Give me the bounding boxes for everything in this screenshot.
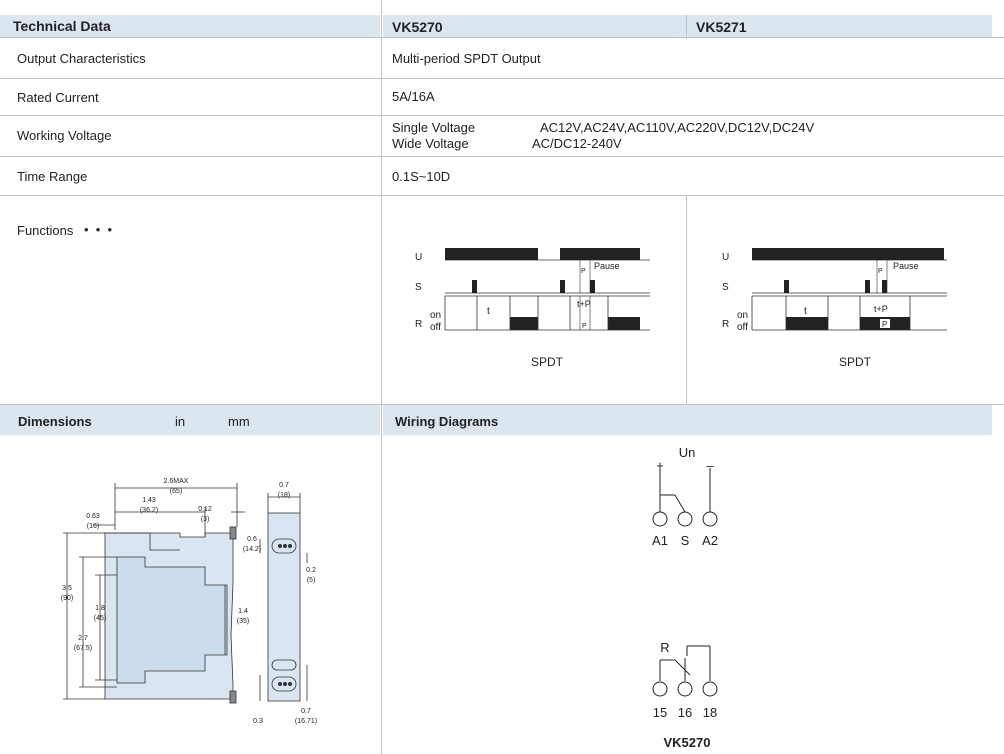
header-model-divider [686, 15, 687, 37]
timing-u-label: U [722, 252, 730, 263]
row-separator [0, 37, 1004, 38]
timing-off-label: off [737, 322, 748, 333]
model-header-bar [383, 15, 992, 37]
wiring-diagram [635, 440, 745, 750]
dim-height-body: 2.7 [78, 635, 88, 642]
dim-lip: 0.12 [198, 506, 212, 513]
dim-depth-top-mm: (14.2) [242, 546, 262, 553]
dim-side-bottom-mm: (16.71) [294, 718, 318, 725]
output-characteristics-label: Output Characteristics [17, 51, 146, 66]
terminal-a2: A2 [702, 533, 718, 548]
row-separator [0, 156, 1004, 157]
main-column-divider [381, 0, 382, 754]
dim-side-width: 0.7 [279, 482, 289, 489]
relay-r: R [660, 640, 670, 655]
model-vk5270-header: VK5270 [392, 19, 443, 35]
dim-height-total: 3.5 [62, 585, 72, 592]
dimensions-drawing [55, 475, 345, 735]
dim-rail-mm: (35) [236, 618, 250, 625]
working-voltage-label: Working Voltage [17, 128, 112, 143]
dim-side-low: 0.3 [253, 718, 263, 725]
time-range-value: 0.1S~10D [392, 169, 451, 184]
rated-current-label: Rated Current [17, 90, 99, 105]
dim-lip-mm: (3) [200, 516, 210, 523]
dimensions-in: in [175, 414, 186, 429]
dimensions-title: Dimensions [18, 414, 92, 429]
functions-dots: • • • [84, 222, 113, 237]
timing-p-small: P [882, 320, 888, 329]
dim-side-gap-mm: (5) [306, 577, 316, 584]
timing-t-label: t [487, 306, 490, 317]
timing-caption: SPDT [838, 355, 872, 369]
single-voltage-value: AC12V,AC24V,AC110V,AC220V,DC12V,DC24V [540, 120, 815, 135]
terminal-s: S [680, 533, 690, 548]
dimensions-mm: mm [228, 414, 250, 429]
timing-diagram-vk5270 [405, 238, 660, 378]
dim-width-body-mm: (36.2) [139, 507, 159, 514]
pause-label: Pause [594, 261, 620, 271]
timing-r-label: R [722, 319, 730, 330]
dim-rail: 1.4 [238, 608, 248, 615]
wide-voltage-value: AC/DC12-240V [532, 136, 622, 151]
dim-width-body: 1.43 [142, 497, 156, 504]
timing-s-label: S [722, 282, 729, 293]
dim-width-total: 2.6MAX [163, 478, 189, 485]
dim-side-bottom: 0.7 [301, 708, 311, 715]
dim-height-body-mm: (67.5) [73, 645, 93, 652]
dim-side-gap: 0.2 [306, 567, 316, 574]
timing-tp-label: t+P [874, 304, 888, 314]
timing-u-label: U [415, 252, 423, 263]
timing-on-label: on [737, 310, 749, 321]
wiring-plus: + [656, 458, 664, 473]
timing-off-label: off [430, 322, 441, 333]
wiring-model: VK5270 [663, 735, 711, 750]
wiring-un: Un [678, 445, 696, 460]
timing-t-label: t [804, 306, 807, 317]
timing-r-label: R [415, 319, 423, 330]
model-vk5271-header: VK5271 [696, 19, 747, 35]
timing-caption: SPDT [530, 355, 564, 369]
row-separator [0, 78, 1004, 79]
technical-data-title: Technical Data [13, 18, 111, 34]
wiring-diagrams-title: Wiring Diagrams [395, 414, 499, 429]
single-voltage-label: Single Voltage [392, 120, 476, 135]
row-separator [0, 115, 1004, 116]
rated-current-value: 5A/16A [392, 89, 435, 104]
dim-depth-top: 0.6 [247, 536, 257, 543]
pause-p-label: P [878, 268, 883, 275]
functions-label: Functions [17, 223, 74, 238]
terminal-15: 15 [652, 705, 668, 720]
dim-left-mm: (16) [86, 523, 100, 530]
dim-width-total-mm: (65) [169, 488, 183, 495]
dim-side-width-mm: (18) [277, 492, 291, 499]
timing-tp-label: t+P [577, 299, 591, 309]
wide-voltage-label: Wide Voltage [392, 136, 469, 151]
pause-label: Pause [893, 261, 919, 271]
dim-height-face: 1.8 [95, 605, 105, 612]
wiring-minus: – [706, 458, 714, 473]
terminal-a1: A1 [652, 533, 668, 548]
time-range-label: Time Range [17, 169, 88, 184]
pause-p-label: P [581, 268, 586, 275]
timing-diagram-vk5271 [712, 238, 967, 378]
timing-p-small: P [582, 323, 587, 330]
dim-height-total-mm: (90) [60, 595, 74, 602]
terminal-16: 16 [677, 705, 693, 720]
dim-left: 0.63 [86, 513, 100, 520]
timing-s-label: S [415, 282, 422, 293]
function-model-divider [686, 196, 687, 404]
row-separator [0, 195, 1004, 196]
output-characteristics-value: Multi-period SPDT Output [392, 51, 541, 66]
dim-height-face-mm: (45) [93, 615, 107, 622]
timing-on-label: on [430, 310, 442, 321]
terminal-18: 18 [702, 705, 718, 720]
